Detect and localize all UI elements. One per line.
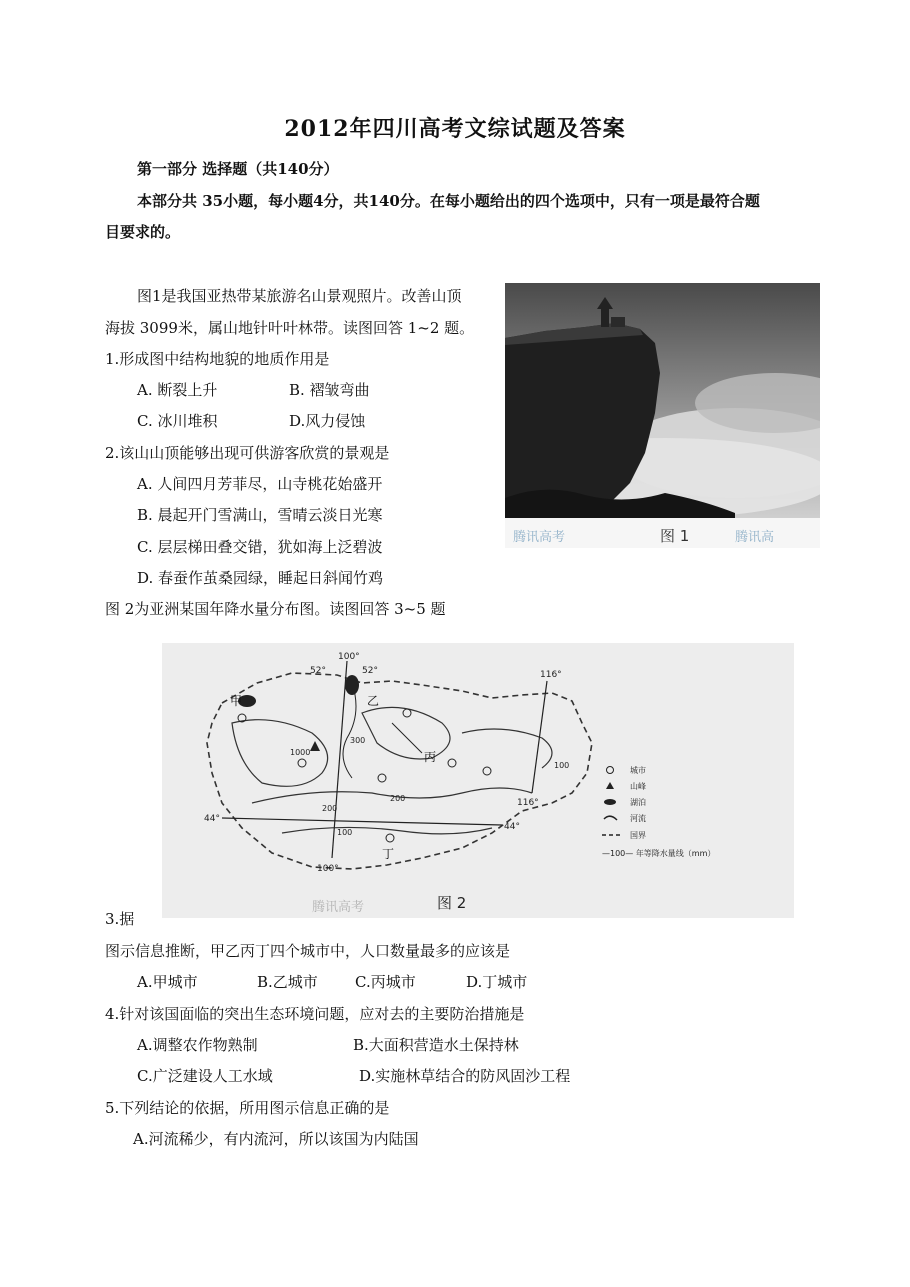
figure1-watermark-1: 腾讯高考 — [513, 530, 566, 545]
q1-option-c: C. 冰川堆积 — [137, 412, 218, 430]
q1-option-d: D.风力侵蚀 — [289, 412, 366, 430]
legend-isohyet: —100— 年等降水量线（mm） — [602, 849, 716, 858]
lat-right-top-label: 52° — [362, 666, 378, 676]
map-watermark: 腾讯高考 — [312, 900, 365, 915]
q4-option-c: C.广泛建设人工水域 — [137, 1067, 273, 1085]
q4-stem: 4.针对该国面临的突出生态环境问题，应对去的主要防治措施是 — [105, 1005, 525, 1023]
city-ding-label: 丁 — [382, 847, 395, 861]
isohyet-line — [362, 707, 450, 759]
isohyet-label-1000: 1000 — [290, 748, 311, 757]
q1-option-b: B. 褶皱弯曲 — [289, 381, 370, 399]
q2-option-b: B. 晨起开门雪满山，雪晴云淡日光寒 — [137, 506, 383, 524]
fig1-intro-line1: 图1是我国亚热带某旅游名山景观照片。改善山顶 — [137, 287, 462, 305]
legend-river: 河流 — [630, 814, 646, 823]
figure1-caption: 图 1 — [660, 527, 690, 545]
legend-mountain: 山峰 — [630, 782, 646, 791]
isohyet-label-200: 200 — [390, 794, 406, 803]
map-legend — [602, 765, 715, 858]
lat-left-top-label: 52° — [310, 666, 326, 676]
q3-option-d: D.丁城市 — [466, 973, 528, 991]
q3-stem-start: 3.据 — [105, 910, 135, 928]
country-border — [207, 673, 592, 869]
fig2-intro: 图 2为亚洲某国年降水量分布图。读图回答 3~5 题 — [105, 600, 446, 618]
q4-option-b: B.大面积营造水土保持林 — [353, 1036, 519, 1054]
q2-stem: 2.该山山顶能够出现可供游客欣赏的景观是 — [105, 444, 390, 462]
page-title: 2012年四川高考文综试题及答案 — [284, 116, 626, 142]
lon-top-label: 100° — [338, 652, 360, 662]
city-yi-label: 乙 — [367, 694, 380, 708]
lat-left-label: 44° — [204, 814, 220, 824]
q1-stem: 1.形成图中结构地貌的地质作用是 — [105, 350, 330, 368]
q2-option-d: D. 春蚕作茧桑园绿，睡起日斜闻竹鸡 — [137, 569, 384, 587]
instructions-line1: 本部分共 35小题，每小题4分，共140分。在每小题给出的四个选项中，只有一项是最符合题 — [137, 192, 760, 210]
river — [343, 683, 356, 778]
legend-city: 城市 — [630, 766, 646, 775]
figure2-map — [162, 643, 794, 918]
city-bing-label: 丙 — [424, 750, 437, 764]
q3-option-a: A.甲城市 — [137, 973, 198, 991]
river — [392, 723, 422, 753]
city-jia-label: 甲 — [230, 694, 243, 708]
q2-option-a: A. 人间四月芳菲尽，山寺桃花始盛开 — [137, 475, 383, 493]
instructions-line2: 目要求的。 — [105, 223, 181, 241]
isohyet-label-100: 100 — [554, 761, 570, 770]
lon-right-top-label: 116° — [540, 670, 562, 680]
isohyet-label-200b: 200 — [322, 804, 338, 813]
lon-right-bottom-label: 116° — [517, 798, 539, 808]
lat-right-label: 44° — [504, 822, 520, 832]
q1-option-a: A. 断裂上升 — [137, 381, 218, 399]
q5-option-a: A.河流稀少，有内流河，所以该国为内陆国 — [133, 1130, 419, 1148]
q5-stem: 5.下列结论的依据，所用图示信息正确的是 — [105, 1099, 390, 1117]
figure1-photo — [505, 283, 820, 548]
isohyet-line — [282, 827, 492, 833]
isohyet-label-300: 300 — [350, 736, 366, 745]
q2-option-c: C. 层层梯田叠交错，犹如海上泛碧波 — [137, 538, 383, 556]
figure1-watermark-2: 腾讯高 — [735, 530, 775, 545]
part-heading: 第一部分 选择题（共140分） — [137, 160, 339, 178]
isohyet-label-100b: 100 — [337, 828, 353, 837]
legend-lake: 湖泊 — [630, 798, 646, 807]
isohyet-line — [232, 720, 328, 787]
lon-bottom-label: 100° — [317, 864, 339, 874]
q3-option-b: B.乙城市 — [257, 973, 318, 991]
q3-option-c: C.丙城市 — [355, 973, 416, 991]
legend-border: 国界 — [630, 831, 646, 840]
fig1-intro-line2: 海拔 3099米，属山地针叶叶林带。读图回答 1~2 题。 — [105, 319, 475, 337]
q4-option-d: D.实施林草结合的防风固沙工程 — [359, 1067, 571, 1085]
q4-option-a: A.调整农作物熟制 — [137, 1036, 258, 1054]
figure2-caption: 图 2 — [437, 894, 467, 912]
q3-stem-cont: 图示信息推断，甲乙丙丁四个城市中，人口数量最多的应该是 — [105, 942, 511, 960]
